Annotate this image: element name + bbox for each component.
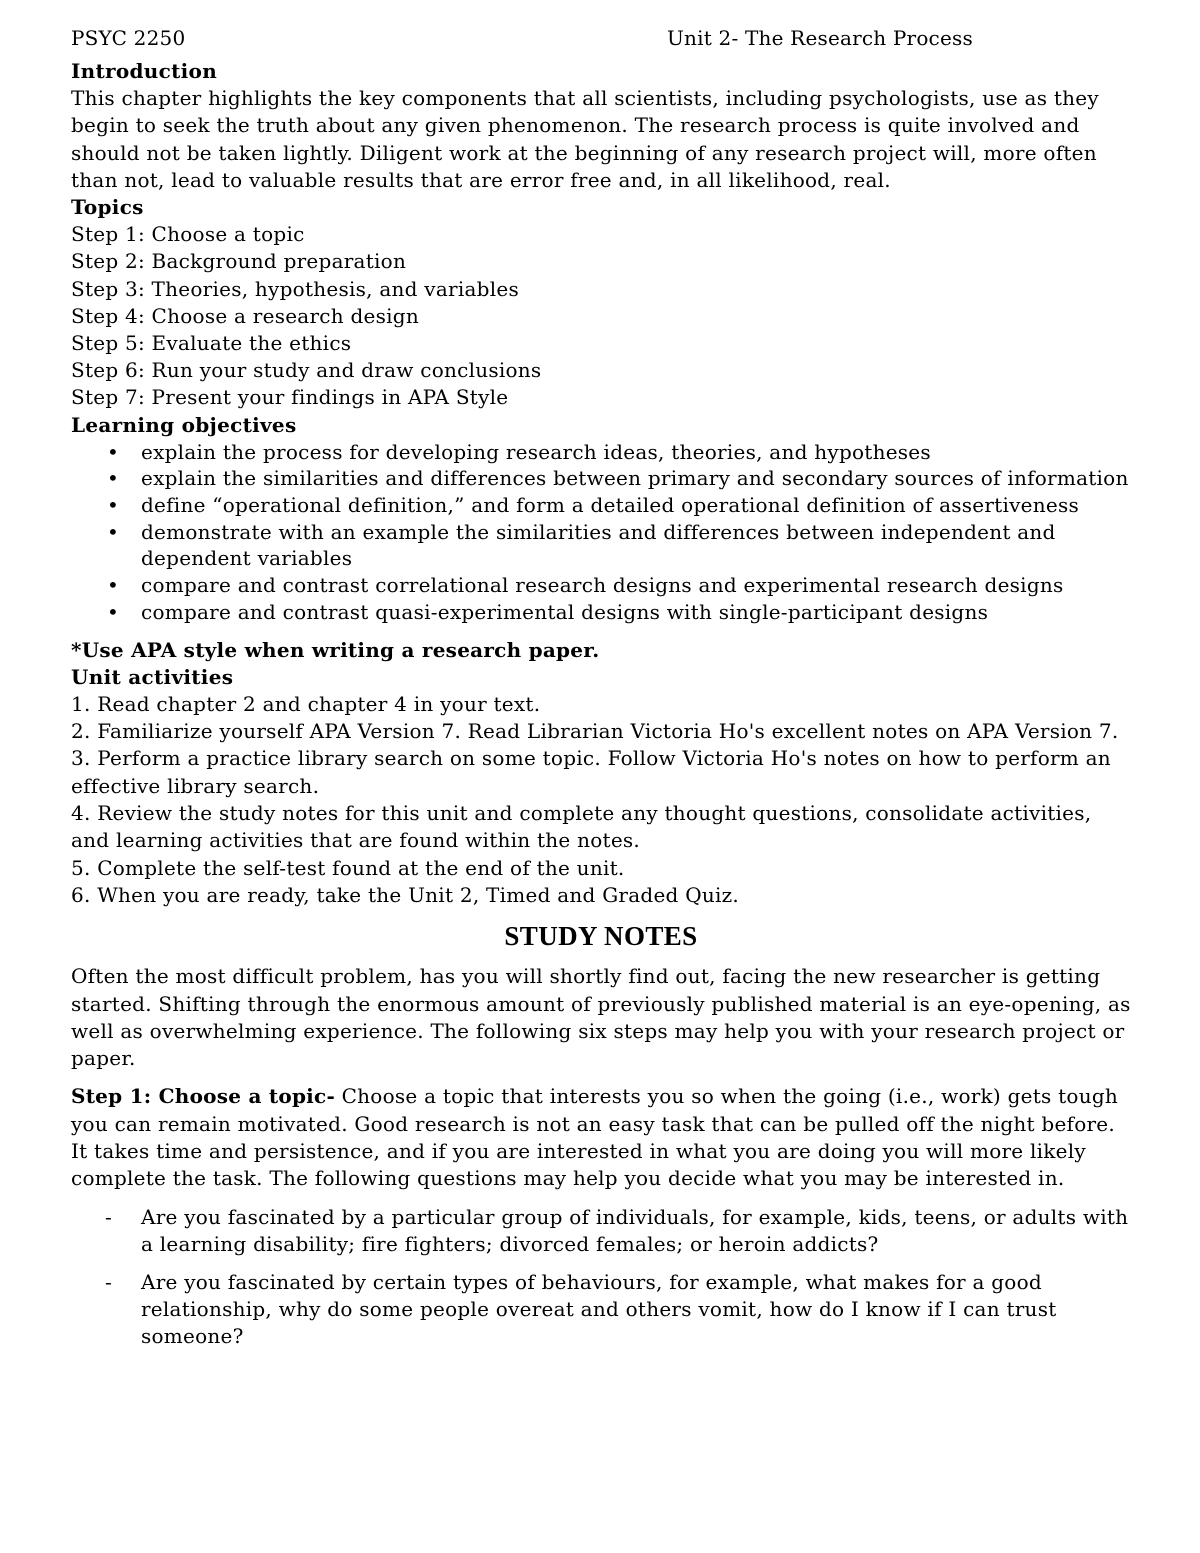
apa-style-note: *Use APA style when writing a research paper. (71, 637, 600, 662)
topic-item: Step 5: Evaluate the ethics (71, 331, 352, 355)
activity-item: 6. When you are ready, take the Unit 2, Timed and Graded Quiz. (71, 882, 740, 907)
course-code: PSYC 2250 (71, 26, 186, 50)
activity-item: 3. Perform a practice library search on some topic. Follow Victoria Ho's notes on how to perform an effective library search. (71, 746, 1111, 798)
page-header (71, 26, 1131, 58)
activity-item: 2. Familiarize yourself APA Version 7. Read Librarian Victoria Ho's excellent notes on APA Version 7. (71, 719, 1119, 744)
topic-item: Step 4: Choose a research design (71, 303, 419, 328)
objectives-list (71, 439, 1131, 626)
activities-list (71, 691, 1131, 909)
topic-item: Step 1: Choose a topic (71, 222, 305, 247)
study-notes-title: STUDY NOTES (504, 921, 698, 952)
step1-lead: Step 1: Choose a topic- (71, 1084, 336, 1109)
topic-item: Step 3: Theories, hypothesis, and variables (71, 276, 519, 301)
step1-body: Choose a topic that interests you so when the going (i.e., work) gets tough you can remain motivated. Good research is not an easy task that can be pulled off the night before. It takes time and persistence, and if you are interested in what you are doing you will more likely complete the task. The following questions may help you decide what you may be interested in. (71, 1084, 1119, 1191)
topics-heading: Topics (71, 195, 144, 220)
unit-title: Unit 2- The Research Process (667, 26, 973, 50)
objective-item: • explain the similarities and differences between primary and secondary sources of information (71, 465, 1131, 492)
activities-heading: Unit activities (71, 664, 234, 689)
interest-questions (71, 1204, 1131, 1351)
introduction-body: This chapter highlights the key components that all scientists, including psychologists, use as they begin to seek the truth about any given phenomenon. The research process is quite involved and should not be taken lightly. Diligent work at the beginning of any research project will, more often than not, lead to valuable results that are error free and, in all likelihood, real. (71, 86, 1099, 192)
objectives-heading: Learning objectives (71, 412, 297, 437)
activity-item: 5. Complete the self-test found at the end of the unit. (71, 855, 625, 880)
activity-item: 4. Review the study notes for this unit and complete any thought questions, consolidate activities, and learning activities that are found within the notes. (71, 801, 1092, 853)
document-page (71, 26, 1131, 1351)
topic-item: Step 2: Background preparation (71, 249, 407, 274)
objective-item: • demonstrate with an example the similarities and differences between independent and dependent variables (71, 519, 1131, 572)
step1-paragraph (71, 1083, 1131, 1192)
objective-item: • explain the process for developing research ideas, theories, and hypotheses (71, 439, 1131, 466)
topic-item: Step 6: Run your study and draw conclusions (71, 358, 542, 383)
activity-item: 1. Read chapter 2 and chapter 4 in your text. (71, 691, 541, 716)
topic-item: Step 7: Present your findings in APA Style (71, 385, 509, 410)
objective-item: • compare and contrast quasi-experimental designs with single-participant designs (71, 599, 1131, 626)
topics-list (71, 221, 1131, 411)
study-notes-intro: Often the most difficult problem, has you will shortly find out, facing the new researcher is getting started. Shifting through the enormous amount of previously published material is an eye-opening, as well as overwhelming experience. The following six steps may help you with your research project or paper. (71, 964, 1131, 1071)
introduction-heading: Introduction (71, 59, 218, 83)
question-item: - Are you fascinated by certain types of behaviours, for example, what makes for a good relationship, why do some people overeat and others vomit, how do I know if I can trust someone? (71, 1269, 1131, 1351)
objective-item: • compare and contrast correlational research designs and experimental research designs (71, 572, 1131, 599)
question-item: - Are you fascinated by a particular group of individuals, for example, kids, teens, or adults with a learning disability; fire fighters; divorced females; or heroin addicts? (71, 1204, 1131, 1258)
objective-item: • define “operational definition,” and form a detailed operational definition of assertiveness (71, 492, 1131, 519)
